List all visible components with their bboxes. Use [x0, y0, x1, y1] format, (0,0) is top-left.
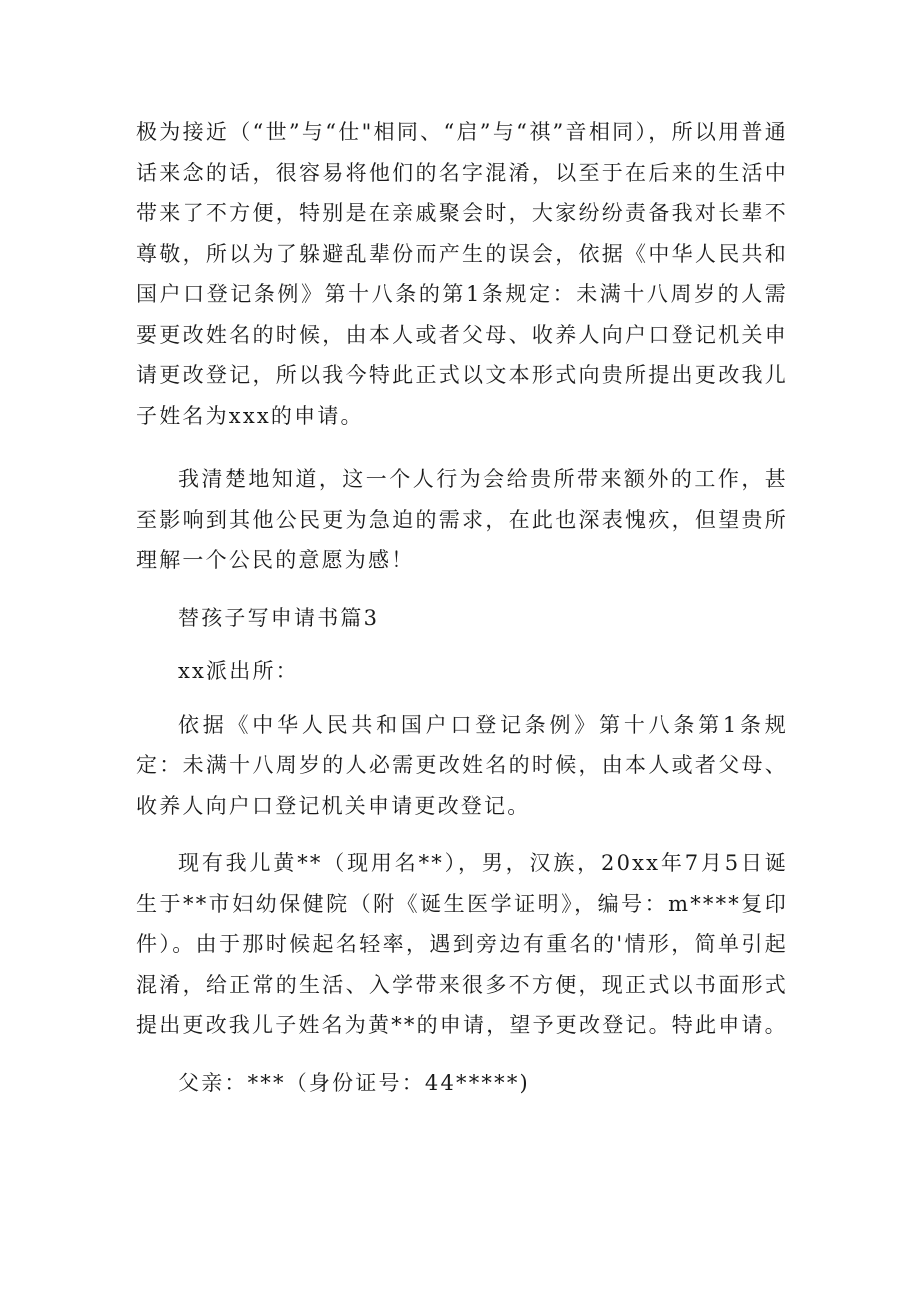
father-signature-line: 父亲：***（身份证号：44*****): [178, 1070, 530, 1095]
section-heading: 替孩子写申请书篇3: [178, 605, 380, 630]
document-page: [136, 112, 788, 1103]
paragraph-name-confusion: 极为接近（“世”与“仕"相同、“启”与“祺”音相同），所以用普通话来念的话，很容易将他们的名字混淆，以至于在后来的生活中带来了不方便，特别是在亲戚聚会时，大家纷纷责备我对长辈不尊敬，所以为了躲避乱辈份而产生的误会，依据《中华人民共和国户口登记条例》第十八条的第1条规定：未满十八周岁的人需要更改姓名的时候，由本人或者父母、收养人向户口登记机关申请更改登记，所以我今特此正式以文本形式向贵所提出更改我儿子姓名为xxx的申请。: [136, 120, 788, 428]
paragraph-request: 现有我儿黄**（现用名**），男，汉族，20xx年7月5日诞生于**市妇幼保健院（附《诞生医学证明》，编号：m****复印件）。由于那时候起名轻率，遇到旁边有重名的'情形，简单引起混淆，给正常的生活、入学带来很多不方便，现正式以书面形式提出更改我儿子姓名为黄**的申请，望予更改登记。特此申请。: [136, 851, 788, 1037]
salutation: xx派出所：: [178, 659, 299, 683]
paragraph-apology: 我清楚地知道，这一个人行为会给贵所带来额外的工作，甚至影响到其他公民更为急迫的需求，在此也深表愧疚，但望贵所理解一个公民的意愿为感！: [136, 467, 788, 572]
paragraph-regulation: 依据《中华人民共和国户口登记条例》第十八条第1条规定：未满十八周岁的人必需更改姓名的时候，由本人或者父母、收养人向户口登记机关申请更改登记。: [136, 712, 788, 818]
